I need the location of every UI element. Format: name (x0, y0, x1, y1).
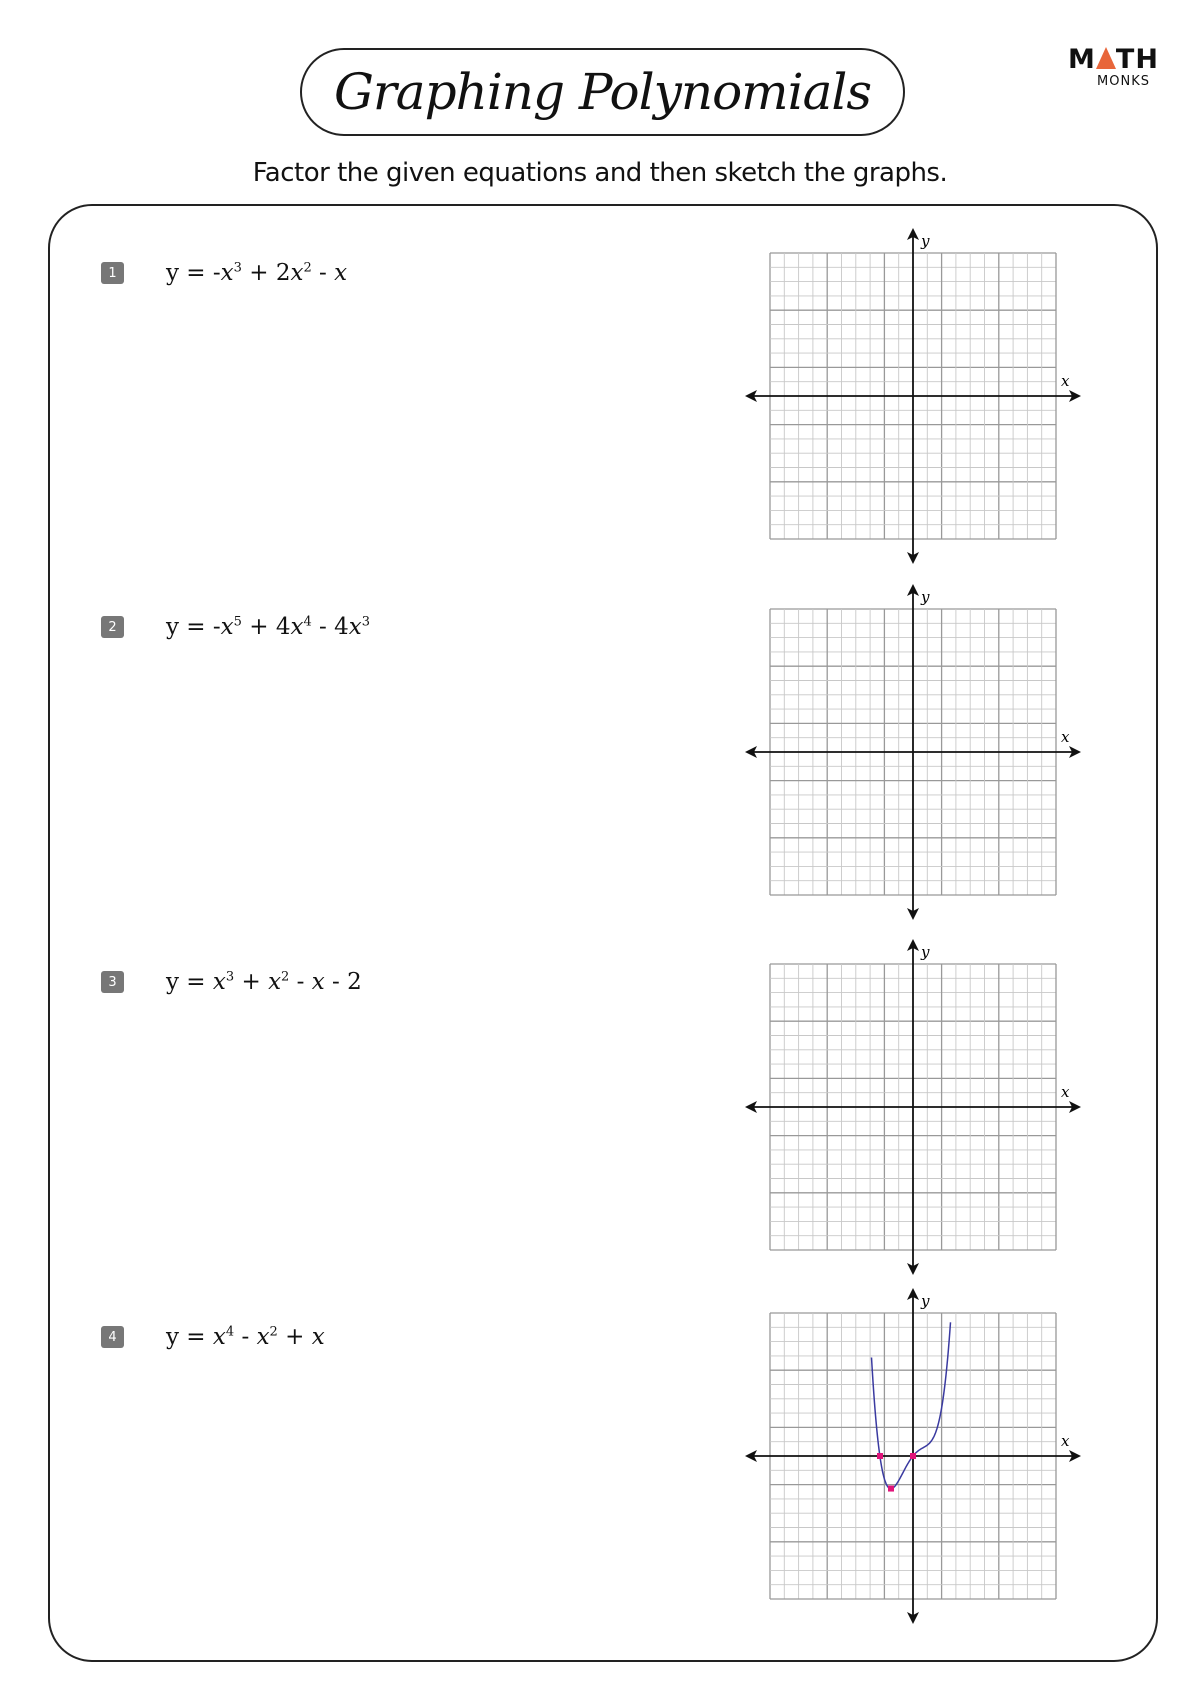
coordinate-grid (740, 582, 1100, 922)
equation-part: y = - (166, 614, 221, 640)
x-axis-label: x (1061, 372, 1070, 390)
page-title: Graphing Polynomials (333, 63, 872, 121)
marked-point (877, 1453, 883, 1459)
problem-4 (101, 1322, 325, 1352)
equation-part: x (311, 969, 325, 995)
equation-part: + (234, 969, 269, 995)
equation-part: 2 (269, 1324, 278, 1340)
equation (166, 614, 370, 640)
equation-part: y = (166, 969, 213, 995)
equation-part: x (268, 969, 282, 995)
problem-2 (101, 612, 370, 642)
equation-part: x (290, 260, 304, 286)
x-axis-label: x (1061, 1083, 1070, 1101)
equation-part: 2 (303, 260, 312, 276)
equation-part: x (334, 260, 348, 286)
coordinate-grid (740, 937, 1100, 1277)
y-axis-label: y (921, 943, 930, 961)
coordinate-grid (740, 226, 1100, 566)
sketched-curve (872, 1322, 951, 1488)
equation-part: x (212, 969, 226, 995)
problem-1 (101, 258, 347, 288)
equation-part: x (212, 1324, 226, 1350)
equation (166, 260, 347, 286)
equation-part: x (348, 614, 362, 640)
equation-part: - 2 (324, 969, 362, 995)
problem-number-badge: 1 (101, 262, 124, 284)
equation-part: 3 (225, 969, 235, 985)
equation-part: 4 (303, 614, 312, 630)
instructions: Factor the given equations and then sketch the graphs. (252, 158, 948, 188)
y-axis-label: y (921, 232, 930, 250)
equation-part: - (289, 969, 312, 995)
equation-part: + (277, 1324, 312, 1350)
equation-part: + 4 (241, 614, 291, 640)
equation-part: - (311, 260, 335, 286)
equation-part: - (234, 1324, 257, 1350)
equation-part: + 2 (241, 260, 291, 286)
title-banner (300, 48, 905, 136)
coordinate-grid (740, 1286, 1100, 1626)
equation-part: 5 (233, 614, 242, 630)
marked-point (910, 1453, 916, 1459)
problem-number-badge: 2 (101, 616, 124, 638)
x-axis-label: x (1061, 728, 1070, 746)
equation-part: 4 (225, 1324, 235, 1340)
marked-point (888, 1486, 894, 1492)
x-axis-label: x (1061, 1432, 1070, 1450)
equation-part: 2 (281, 969, 290, 985)
equation-part: y = - (166, 260, 221, 286)
equation-part: x (311, 1324, 325, 1350)
problem-number-badge: 3 (101, 971, 124, 993)
equation-part: x (220, 260, 234, 286)
equation-part: x (290, 614, 304, 640)
equation-part: - 4 (311, 614, 349, 640)
equation-part: 3 (361, 614, 371, 630)
equation (166, 1324, 325, 1350)
y-axis-label: y (921, 588, 930, 606)
problem-3 (101, 967, 362, 997)
y-axis-label: y (921, 1292, 930, 1310)
equation-part: 3 (233, 260, 242, 276)
problem-number-badge: 4 (101, 1326, 124, 1348)
equation-part: x (220, 614, 234, 640)
equation (166, 969, 362, 995)
equation-part: x (256, 1324, 270, 1350)
math-monks-logo: M TH MONKS (1068, 44, 1159, 89)
logo-triangle-icon (1096, 47, 1116, 69)
equation-part: y = (166, 1324, 213, 1350)
